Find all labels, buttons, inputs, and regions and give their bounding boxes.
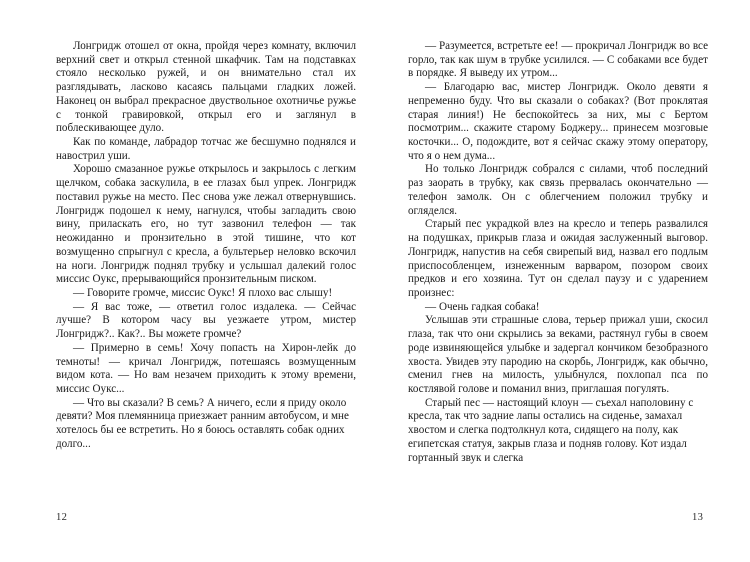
paragraph: Старый пес — настоящий клоун — съехал наполовину с кресла, так что задние лапы остались на сиденье, замахал хвостом и слегка подтолкнул кота, сидящего на полу, как египетская статуя, закрыв глаза и подняв голову. Кот издал гортанный звук и слегка [408,396,694,464]
left-page [56,40,356,562]
right-page [408,40,708,562]
paragraph: Как по команде, лабрадор тотчас же бесшумно поднялся и навострил уши. [56,136,356,162]
paragraph: Старый пес украдкой влез на кресло и теперь развалился на подушках, прикрыв глаза и ожидая заслуженный выговор. Лонгридж, напустив на себя свирепый вид, назвал его подлым приспособленцем, изнеженным варваром, позором своих предков и его хозяина. Тут он сделал паузу и с ударением произнес: [408,218,708,299]
paragraph: Услышав эти страшные слова, терьер прижал уши, скосил глаза, так что они скрылись за веками, растянул губы в своем роде извиняющейся улыбке и задергал кончиком безобразного хвоста. Увидев эту пародию на скорбь, Лонгридж, как обычно, сменил гнев на милость, улыбнулся, похлопал пса по костлявой голове и поманил вниз, приглашая погулять. [408,314,708,395]
paragraph: — Что вы сказали? В семь? А ничего, если я приду около девяти? Моя племянница приезжает ранним автобусом, и мне хотелось бы ее встретить. Но я боюсь оставлять собак одних долго... [56,396,349,450]
page-number-left: 12 [56,512,68,523]
paragraph: Лонгридж отошел от окна, пройдя через комнату, включил верхний свет и открыл стенной шкафчик. Там на подставках стояло несколько ружей, и он внимательно стал их разглядывать, ласково касаясь пальцами гладких ложей. Наконец он выбрал прекрасное двуствольное охотничье ружье с тонкой гравировкой, открыл его и заглянул в поблескивающее дуло. [56,40,356,135]
paragraph: — Разумеется, встретьте ее! — прокричал Лонгридж во все горло, так как шум в трубке усилился. — С собаками все будет в порядке. Я выведу их утром... [408,40,708,80]
right-page-body [408,40,708,465]
paragraph: — Примерно в семь! Хочу попасть на Хирон-лейк до темноты! — кричал Лонгридж, потешаясь возмущенным видом кота. — Но вам незачем приходить к этому времени, миссис Оукс... [56,341,356,395]
paragraph: Хорошо смазанное ружье открылось и закрылось с легким щелчком, собака заскулила, в ее глазах был упрек. Лонгридж поставил ружье на место. Пес снова уже лежал отвернувшись. Лонгридж подошел к нему, нагнулся, чтобы загладить свою вину, приласкать его, но тут зазвонил телефон — так неожиданно и пронзительно в этой тишине, что кот возмущенно спрыгнул с кресла, а бультерьер неловко вскочил на ноги. Лонгридж поднял трубку и услышал далекий голос миссис Оукс, прерывающийся пронзительным писком. [56,163,356,286]
paragraph: — Очень гадкая собака! [425,300,540,313]
left-page-body [56,40,356,452]
paragraph: — Благодарю вас, мистер Лонгридж. Около девяти я непременно буду. Что вы сказали о собаках? (Вот проклятая старая линия!) Не беспокойтесь за них, мы с Бертом посмотрим... скажите старому Боджеру... принесем мозговые косточки... О, подождите, вот я сейчас скажу этому оператору, что я о нем дума... [408,81,708,162]
paragraph: Но только Лонгридж собрался с силами, чтоб последний раз заорать в трубку, как связь прервалась окончательно — телефон замолк. Он с облегчением положил трубку и огляделся. [408,163,708,217]
paragraph: — Говорите громче, миссис Оукс! Я плохо вас слышу! [73,286,333,299]
paragraph: — Я вас тоже, — ответил голос издалека. — Сейчас лучше? В котором часу вы уезжаете утром, мистер Лонгридж?.. Как?.. Вы можете громче? [56,300,356,341]
page-number-right: 13 [692,512,704,523]
